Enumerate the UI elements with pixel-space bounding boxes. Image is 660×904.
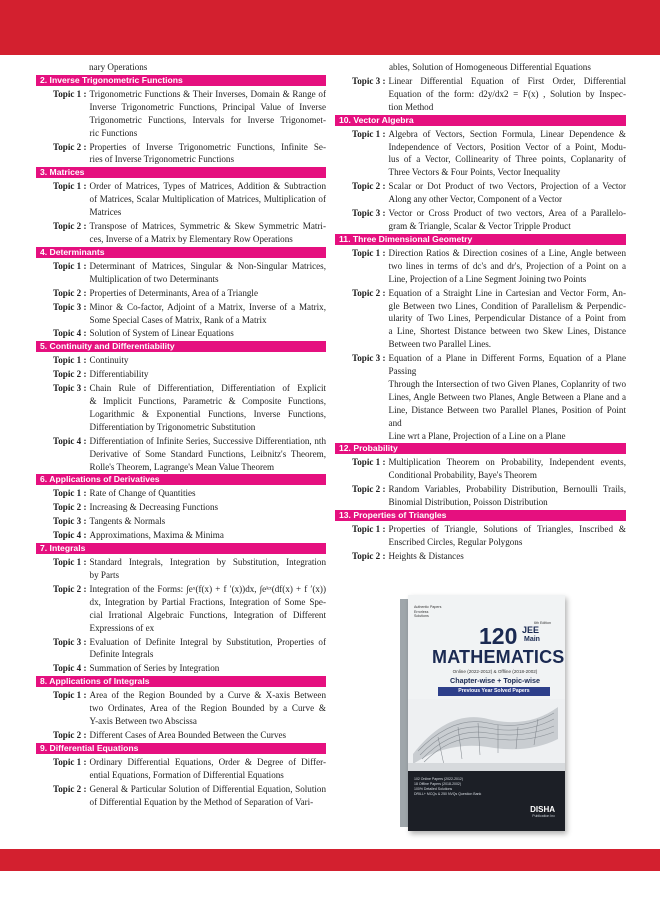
chapter-header: 8. Applications of Integrals	[36, 676, 326, 687]
topic-line: Properties of Triangle, Solutions of Triangles, Inscribed &	[388, 524, 626, 535]
topic-label: Topic 2 :	[53, 369, 87, 380]
topic-line: Some Special Cases of Matrix, Rank of a Matrix	[89, 314, 267, 325]
topic-line: Differentiability	[89, 369, 149, 380]
topic-line: Expressions of ex	[89, 622, 155, 633]
topic-text	[90, 501, 326, 514]
topic-line: General & Particular Solution of Differential Equation, Solution	[89, 783, 326, 794]
topic-label: Topic 1 :	[352, 524, 386, 535]
chapter-header: 6. Applications of Derivatives	[36, 474, 326, 485]
book-cover-image	[400, 595, 565, 831]
topic-line: Summation of Series by Integration	[89, 663, 220, 674]
cover-number: 120	[479, 623, 518, 649]
topic-entry	[36, 515, 326, 528]
topic-entry	[36, 729, 326, 742]
topic-line: Multiplication of two Determinants	[89, 273, 219, 284]
topic-entry	[36, 529, 326, 542]
bottom-red-band	[0, 849, 660, 871]
topic-line: Heights & Distances	[388, 550, 464, 561]
topic-label: Topic 3 :	[53, 636, 87, 647]
topic-line: Binomial Distribution, Poisson Distribution	[388, 497, 548, 508]
topic-line: Enscribed Circles, Regular Polygons	[388, 537, 523, 547]
topic-label: Topic 4 :	[53, 435, 87, 446]
topic-entry	[335, 287, 626, 352]
chapter-header: 9. Differential Equations	[36, 743, 326, 754]
continued-text: nary Operations	[89, 62, 148, 72]
topic-line: Algebra of Vectors, Section Formula, Linear Dependence &	[388, 128, 626, 139]
topic-line: Matrices	[89, 207, 122, 218]
topic-text	[90, 662, 326, 675]
cover-tag-line: Authentic Papers	[414, 605, 442, 609]
topic-label: Topic 2 :	[53, 141, 87, 152]
topic-entry	[36, 689, 326, 728]
topic-label: Topic 3 :	[352, 208, 386, 219]
topic-text	[90, 88, 326, 140]
cover-feature-list	[414, 777, 481, 797]
topic-label: Topic 1 :	[53, 690, 87, 701]
topic-line: Trigonometric Functions & Their Inverses, Domain & Range of	[89, 88, 326, 99]
topic-text	[389, 180, 626, 206]
topic-line: Direction Ratios & Direction cosines of a Line, Angle between	[388, 247, 626, 258]
topic-label: Topic 1 :	[352, 247, 386, 258]
topic-label: Topic 2 :	[53, 729, 87, 740]
topic-line: Differentiation by Trigonometric Substitution	[89, 421, 256, 432]
topic-line: Chain Rule of Differentiation, Differentiation of Explicit	[89, 383, 326, 394]
topic-text	[90, 583, 326, 635]
topic-entry	[335, 128, 626, 180]
topic-entry	[36, 141, 326, 167]
topic-line: Rolle's Theorem, Lagrange's Mean Value Theorem	[89, 461, 275, 472]
chapter-header: 4. Determinants	[36, 247, 326, 258]
topic-line: Transpose of Matrices, Symmetric & Skew Symmetric Matri-	[89, 221, 326, 232]
topic-line: Between two Parallel Lines.	[388, 339, 492, 350]
cover-chapterwise: Chapter-wise + Topic-wise	[450, 676, 540, 685]
topic-entry	[36, 783, 326, 809]
topic-label: Topic 1 :	[53, 557, 87, 568]
topic-line: Through the Intersection of two Given Planes, Coplanrity of two	[388, 378, 626, 389]
topic-text	[90, 636, 326, 662]
publisher-logo: DISHA	[530, 805, 555, 814]
topic-text	[90, 287, 326, 300]
topic-line: gram & Triangle, Scalar & Vector Tripple Product	[388, 220, 571, 231]
topic-line: Standard Integrals, Integration by Substitution, Integration	[89, 557, 326, 568]
topic-line: Linear Differential Equation of First Order, Differential	[388, 75, 626, 86]
topic-line: Independence of Vectors, Position Vector of a Point, Modu-	[388, 141, 626, 152]
topic-label: Topic 2 :	[352, 484, 386, 495]
topic-label: Topic 2 :	[352, 550, 386, 561]
topic-entry	[36, 301, 326, 327]
topic-line: Evaluation of Definite Integral by Substitution, Properties of	[89, 636, 326, 647]
topic-label: Topic 1 :	[53, 355, 87, 366]
topic-line: Rate of Change of Quantities	[89, 488, 196, 499]
topic-text	[389, 523, 626, 549]
chapter-header: 7. Integrals	[36, 543, 326, 554]
cover-footer	[408, 771, 565, 831]
topic-line: a Line, Shortest Distance between two Skew Lines, Distance	[388, 326, 626, 337]
topic-line: Scalar or Dot Product of two Vectors, Projection of a Vector	[388, 181, 626, 192]
topic-text	[90, 556, 326, 582]
topic-line: & Implicit Functions, Parametric & Composite Functions,	[89, 396, 326, 407]
topic-entry	[36, 88, 326, 140]
topic-entry	[335, 75, 626, 114]
topic-entry	[335, 180, 626, 206]
topic-line: ential Equations, Formation of Differential Equations	[89, 769, 284, 780]
topic-text	[90, 301, 326, 327]
topic-line: Derivative of Some Standard Functions, Leibnitz's Theorem,	[89, 448, 326, 459]
topic-text	[90, 141, 326, 167]
topic-entry	[335, 207, 626, 233]
topic-line: Line, Projection of a Line Segment Joining two Points	[388, 273, 587, 284]
topic-text	[389, 207, 626, 233]
cover-online-offline: Online (2022-2012) & Offline (2018-2002)	[452, 669, 538, 674]
topic-line: Equation of a Straight Line in Cartesian and Vector Form, An-	[388, 287, 626, 298]
topic-line: of Differential Equation by the Method of Separation of Vari-	[89, 796, 314, 807]
topic-text	[389, 352, 626, 442]
cover-main: Main	[524, 636, 540, 643]
syllabus-column-right	[335, 61, 626, 564]
topic-line: ries of Inverse Trigonometric Functions	[89, 154, 235, 165]
cover-feature: 18 Offline Papers (2018-2002)	[414, 782, 462, 786]
topic-text	[389, 456, 626, 482]
topic-line: Inverse Trigonometric Functions, Principal Value of Inverse	[89, 101, 326, 112]
topic-entry	[36, 756, 326, 782]
topic-line: by Parts	[89, 570, 120, 580]
topic-line: Line wrt a Plane, Projection of a Line on a Plane	[388, 430, 566, 441]
topic-label: Topic 2 :	[53, 583, 87, 594]
topic-text	[389, 550, 626, 563]
topic-line: ularity of Two Lines, Perpendicular Distance of a Point from	[388, 313, 626, 324]
topic-label: Topic 2 :	[53, 287, 87, 298]
topic-line: Multiplication Theorem on Probability, Independent events,	[388, 457, 626, 468]
topic-entry	[36, 435, 326, 474]
topic-label: Topic 2 :	[53, 502, 87, 513]
topic-entry	[335, 352, 626, 442]
topic-line: tion Method	[388, 101, 434, 112]
topic-text	[90, 515, 326, 528]
topic-text	[389, 128, 626, 180]
topic-line: Three Vectors & Four Points, Vector Inequality	[388, 167, 561, 178]
topic-entry	[36, 220, 326, 246]
topic-line: Continuity	[89, 355, 129, 366]
chapter-header: 5. Continuity and Differentiability	[36, 341, 326, 352]
topic-line: Equation of the form: d2y/dx2 = F(x) , Solution by Inspec-	[388, 88, 626, 99]
chapter-header: 13. Properties of Triangles	[335, 510, 626, 521]
topic-text	[90, 487, 326, 500]
topic-text	[90, 382, 326, 434]
topic-entry	[36, 556, 326, 582]
topic-label: Topic 1 :	[53, 260, 87, 271]
topic-line: Y-axis Between two Abscissa	[89, 716, 197, 727]
topic-label: Topic 2 :	[53, 221, 87, 232]
topic-line: Determinant of Matrices, Singular & Non-Singular Matrices,	[89, 260, 326, 271]
topic-entry	[36, 368, 326, 381]
topic-line: Ordinary Differential Equations, Order & Degree of Differ-	[89, 756, 326, 767]
topic-entry	[36, 382, 326, 434]
topic-line: Random Variables, Probability Distribution, Bernoulli Trails,	[388, 484, 626, 495]
publisher-subtitle: Publication Inc	[532, 814, 555, 818]
topic-line: Logarithmic & Exponential Functions, Inverse Functions,	[89, 408, 326, 419]
cover-feature: DRILL+ MCQs & 250 NVQs Question Bank	[414, 792, 482, 796]
topic-entry	[335, 247, 626, 286]
topic-line: cial Irrational Algebraic Functions, Integration of Different	[89, 609, 326, 620]
topic-text	[90, 756, 326, 782]
topic-line: Trigonometric Functions, Intervals for Inverse Trigonomet-	[89, 114, 326, 125]
syllabus-column-left	[36, 61, 326, 810]
topic-line: Properties of Inverse Trigonometric Functions, Infinite Se-	[89, 141, 326, 152]
topic-label: Topic 1 :	[352, 457, 386, 468]
topic-line: Differentiation of Infinite Series, Successive Differentiation, nth	[89, 435, 326, 446]
topic-entry	[36, 662, 326, 675]
cover-jee: JEE	[522, 625, 540, 635]
cover-pysp-banner: Previous Year Solved Papers	[438, 687, 550, 696]
topic-line: Conditional Probability, Baye's Theorem	[388, 470, 537, 481]
topic-entry	[36, 287, 326, 300]
top-red-band	[0, 0, 660, 55]
topic-line: Increasing & Decreasing Functions	[89, 502, 219, 513]
topic-entry	[335, 550, 626, 563]
chapter-header: 10. Vector Algebra	[335, 115, 626, 126]
topic-label: Topic 4 :	[53, 663, 87, 674]
topic-label: Topic 3 :	[352, 75, 386, 86]
topic-label: Topic 2 :	[53, 783, 87, 794]
topic-entry	[36, 180, 326, 219]
topic-line: gle Between two Lines, Condition of Parallelism & Perpendic-	[388, 300, 626, 311]
cover-title: MATHEMATICS	[432, 647, 565, 667]
topic-line: Equation of a Plane in Different Forms, Equation of a Plane Passing	[388, 353, 626, 377]
topic-text	[90, 354, 326, 367]
topic-label: Topic 2 :	[352, 181, 386, 192]
topic-line: Line, Distance Between two Parallel Planes, Position of Point and	[388, 404, 626, 428]
topic-text	[90, 220, 326, 246]
cover-architecture-illustration	[408, 699, 565, 771]
cover-tagline	[414, 605, 444, 619]
book-front-cover	[408, 595, 565, 831]
topic-line: Approximations, Maxima & Minima	[89, 530, 224, 541]
topic-entry	[36, 636, 326, 662]
topic-label: Topic 2 :	[352, 287, 386, 298]
topic-line: Definite Integrals	[89, 649, 154, 660]
topic-entry	[36, 487, 326, 500]
topic-text	[90, 529, 326, 542]
topic-line: of Matrices, Scalar Multiplication of Matrices, Multiplication of	[89, 194, 326, 205]
topic-line: Order of Matrices, Types of Matrices, Addition & Subtraction	[89, 181, 326, 192]
topic-label: Topic 3 :	[53, 516, 87, 527]
topic-entry	[36, 327, 326, 340]
topic-entry	[36, 583, 326, 635]
topic-entry	[36, 260, 326, 286]
topic-text	[90, 180, 326, 219]
cover-tag-line: Errorless Solutions	[414, 609, 429, 618]
topic-text	[90, 783, 326, 809]
topic-line: two lines in terms of dc's and dr's, Projection of a Point on a	[388, 260, 626, 271]
topic-line: Vector or Cross Product of two vectors, Area of a Parallelo-	[388, 208, 626, 219]
continued-text: ables, Solution of Homogeneous Differential Equations	[389, 62, 591, 72]
cover-feature: 102 Online Papers (2022-2012)	[414, 777, 464, 781]
chapter-header: 2. Inverse Trigonometric Functions	[36, 75, 326, 86]
topic-line: Lines, Angle Between two Planes, Angle Between a Plane and a	[388, 391, 626, 402]
topic-label: Topic 3 :	[53, 301, 87, 312]
topic-label: Topic 3 :	[352, 353, 386, 364]
chapter-header: 3. Matrices	[36, 167, 326, 178]
topic-text	[90, 368, 326, 381]
chapter-header: 11. Three Dimensional Geometry	[335, 234, 626, 245]
topic-text	[90, 260, 326, 286]
topic-entry	[335, 523, 626, 549]
topic-text	[389, 247, 626, 286]
topic-label: Topic 1 :	[53, 756, 87, 767]
cover-feature: 100% Detailed Solutions	[414, 787, 453, 791]
topic-label: Topic 4 :	[53, 328, 87, 339]
chapter-header: 12. Probability	[335, 443, 626, 454]
topic-line: lus of a Vector, Collinearity of Three points, Coplanarity of	[388, 154, 626, 165]
topic-line: Along any other Vector, Component of a Vector	[388, 194, 563, 205]
topic-entry	[36, 501, 326, 514]
topic-text	[389, 483, 626, 509]
topic-line: Tangents & Normals	[89, 516, 166, 527]
topic-line: ric Functions	[89, 127, 138, 138]
topic-text	[90, 327, 326, 340]
topic-text	[90, 435, 326, 474]
topic-label: Topic 1 :	[53, 88, 87, 99]
topic-line: ces, Inverse of a Matrix by Elementary Row Operations	[89, 233, 293, 244]
topic-label: Topic 3 :	[53, 383, 87, 394]
topic-line: Minor & Co-factor, Adjoint of a Matrix, Inverse of a Matrix,	[89, 301, 326, 312]
topic-line: Different Cases of Area Bounded Between the Curves	[89, 729, 287, 740]
topic-text	[90, 729, 326, 742]
topic-entry	[335, 483, 626, 509]
topic-line: two Ordinates, Area of the Region Bounded by a Curve &	[89, 703, 326, 714]
topic-label: Topic 1 :	[53, 181, 87, 192]
topic-text	[389, 75, 626, 114]
topic-label: Topic 1 :	[53, 488, 87, 499]
topic-line: Properties of Determinants, Area of a Triangle	[89, 287, 258, 298]
topic-line: Solution of System of Linear Equations	[89, 328, 234, 339]
topic-entry	[36, 354, 326, 367]
topic-text	[90, 689, 326, 728]
topic-line: dx, Integration by Partial Fractions, Integration of Some Spe-	[89, 596, 326, 607]
topic-text	[389, 287, 626, 352]
topic-label: Topic 4 :	[53, 530, 87, 541]
topic-label: Topic 1 :	[352, 128, 386, 139]
cover-edition: 6th Edition	[534, 621, 551, 625]
topic-line: Integration of the Forms: ∫eˣ(f(x) + f ′(x))dx, ∫eᵏˣ(df(x) + f ′(x))	[89, 583, 326, 594]
topic-entry	[335, 456, 626, 482]
topic-line: Area of the Region Bounded by a Curve & X-axis Between	[89, 690, 326, 701]
